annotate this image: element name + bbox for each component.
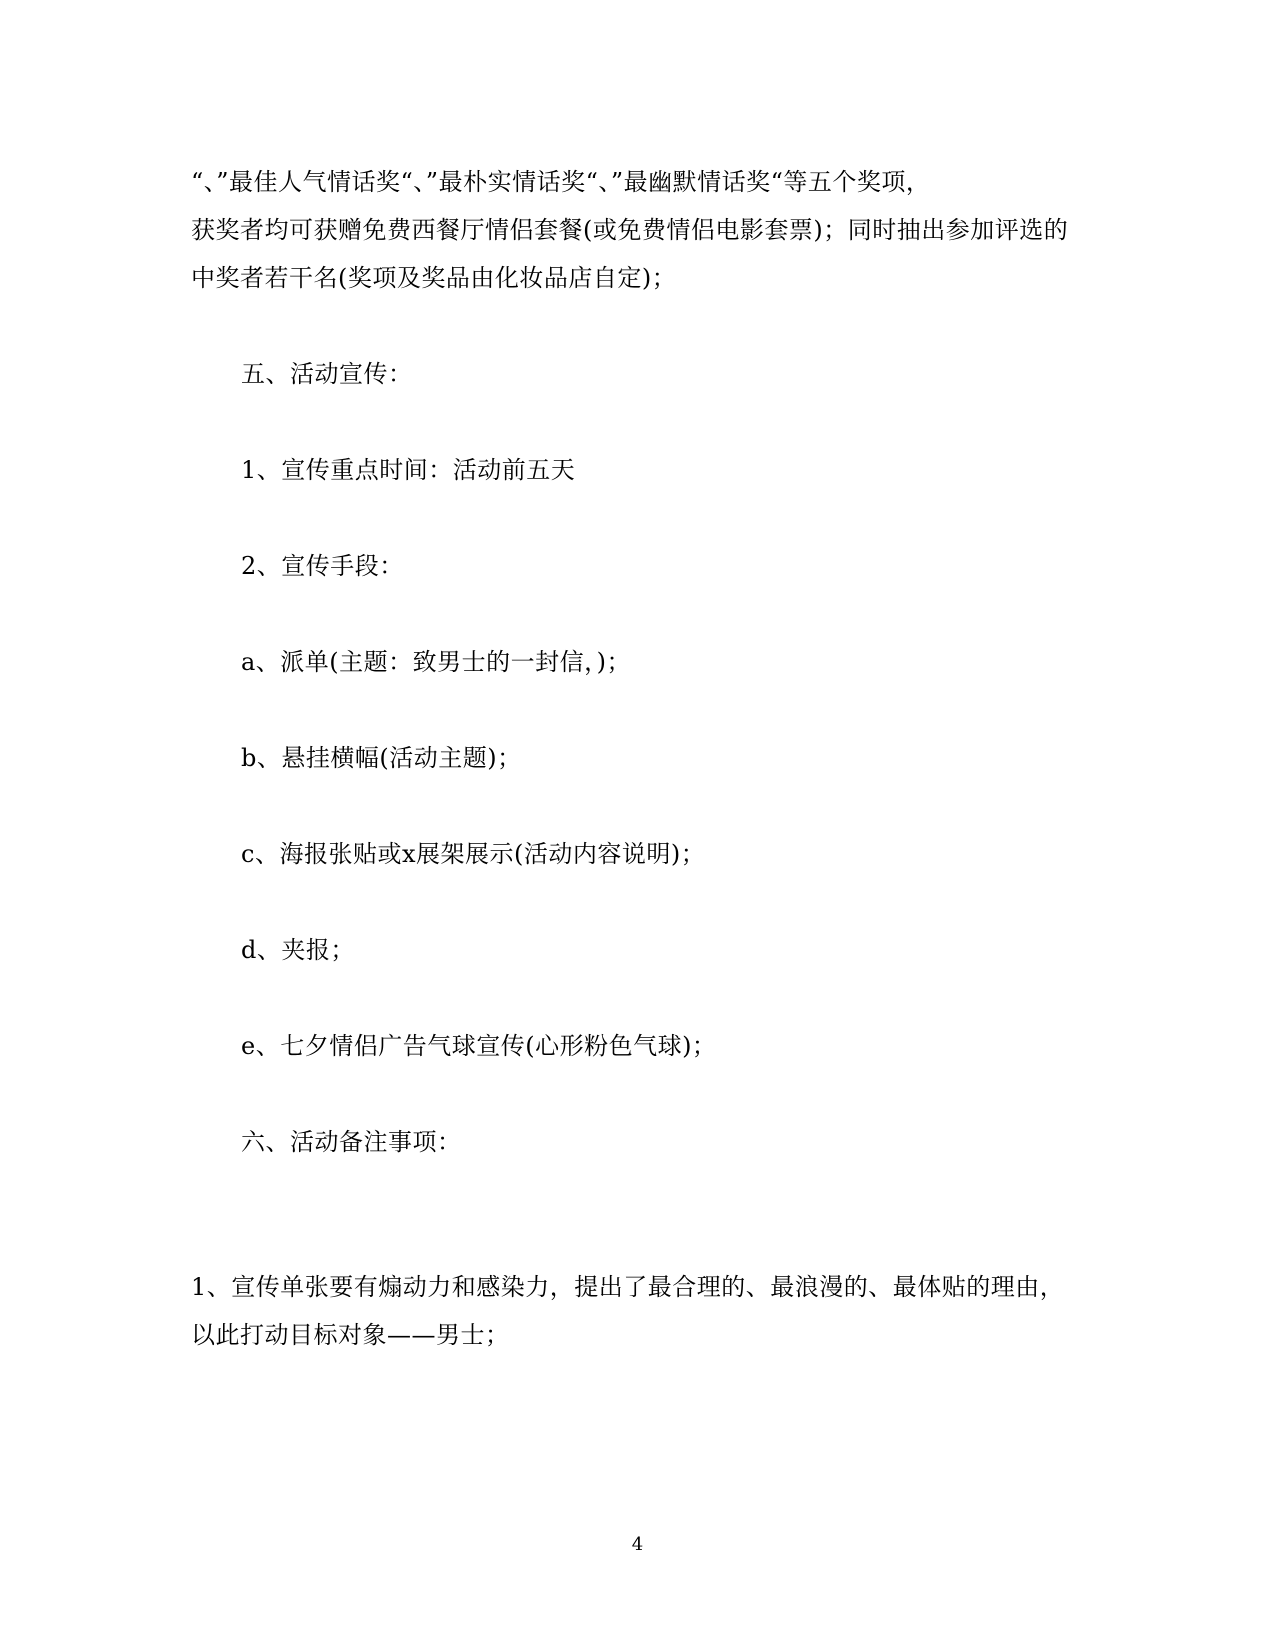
promotion-sub-item-d: d、夹报； [241,936,355,964]
awards-paragraph-line-3: 中奖者若干名(奖项及奖品由化妆品店自定)； [191,264,677,292]
awards-paragraph-line-2: 获奖者均可获赠免费西餐厅情侣套餐(或免费情侣电影套票)；同时抽出参加评选的 [191,216,1069,244]
note-1-line-1: 1、宣传单张要有煽动力和感染力，提出了最合理的、最浪漫的、最体贴的理由， [191,1273,1065,1301]
promotion-sub-item-c: c、海报张贴或x展架展示(活动内容说明)； [241,840,706,868]
section-five-heading: 五、活动宣传： [241,360,413,388]
promotion-sub-item-a: a、派单(主题：致男士的一封信，)； [241,648,632,676]
section-six-heading: 六、活动备注事项： [241,1128,462,1156]
awards-paragraph-line-1: “、”最佳人气情话奖“、”最朴实情话奖“、”最幽默情话奖“等五个奖项， [191,168,931,196]
promotion-sub-item-b: b、悬挂横幅(活动主题)； [241,744,522,772]
page-number: 4 [631,1534,644,1555]
promotion-means-item: 2、宣传手段： [241,552,404,580]
promotion-sub-item-e: e、七夕情侣广告气球宣传(心形粉色气球)； [241,1032,717,1060]
promotion-time-item: 1、宣传重点时间：活动前五天 [241,456,576,484]
note-1-line-2: 以此打动目标对象——男士； [191,1321,510,1349]
